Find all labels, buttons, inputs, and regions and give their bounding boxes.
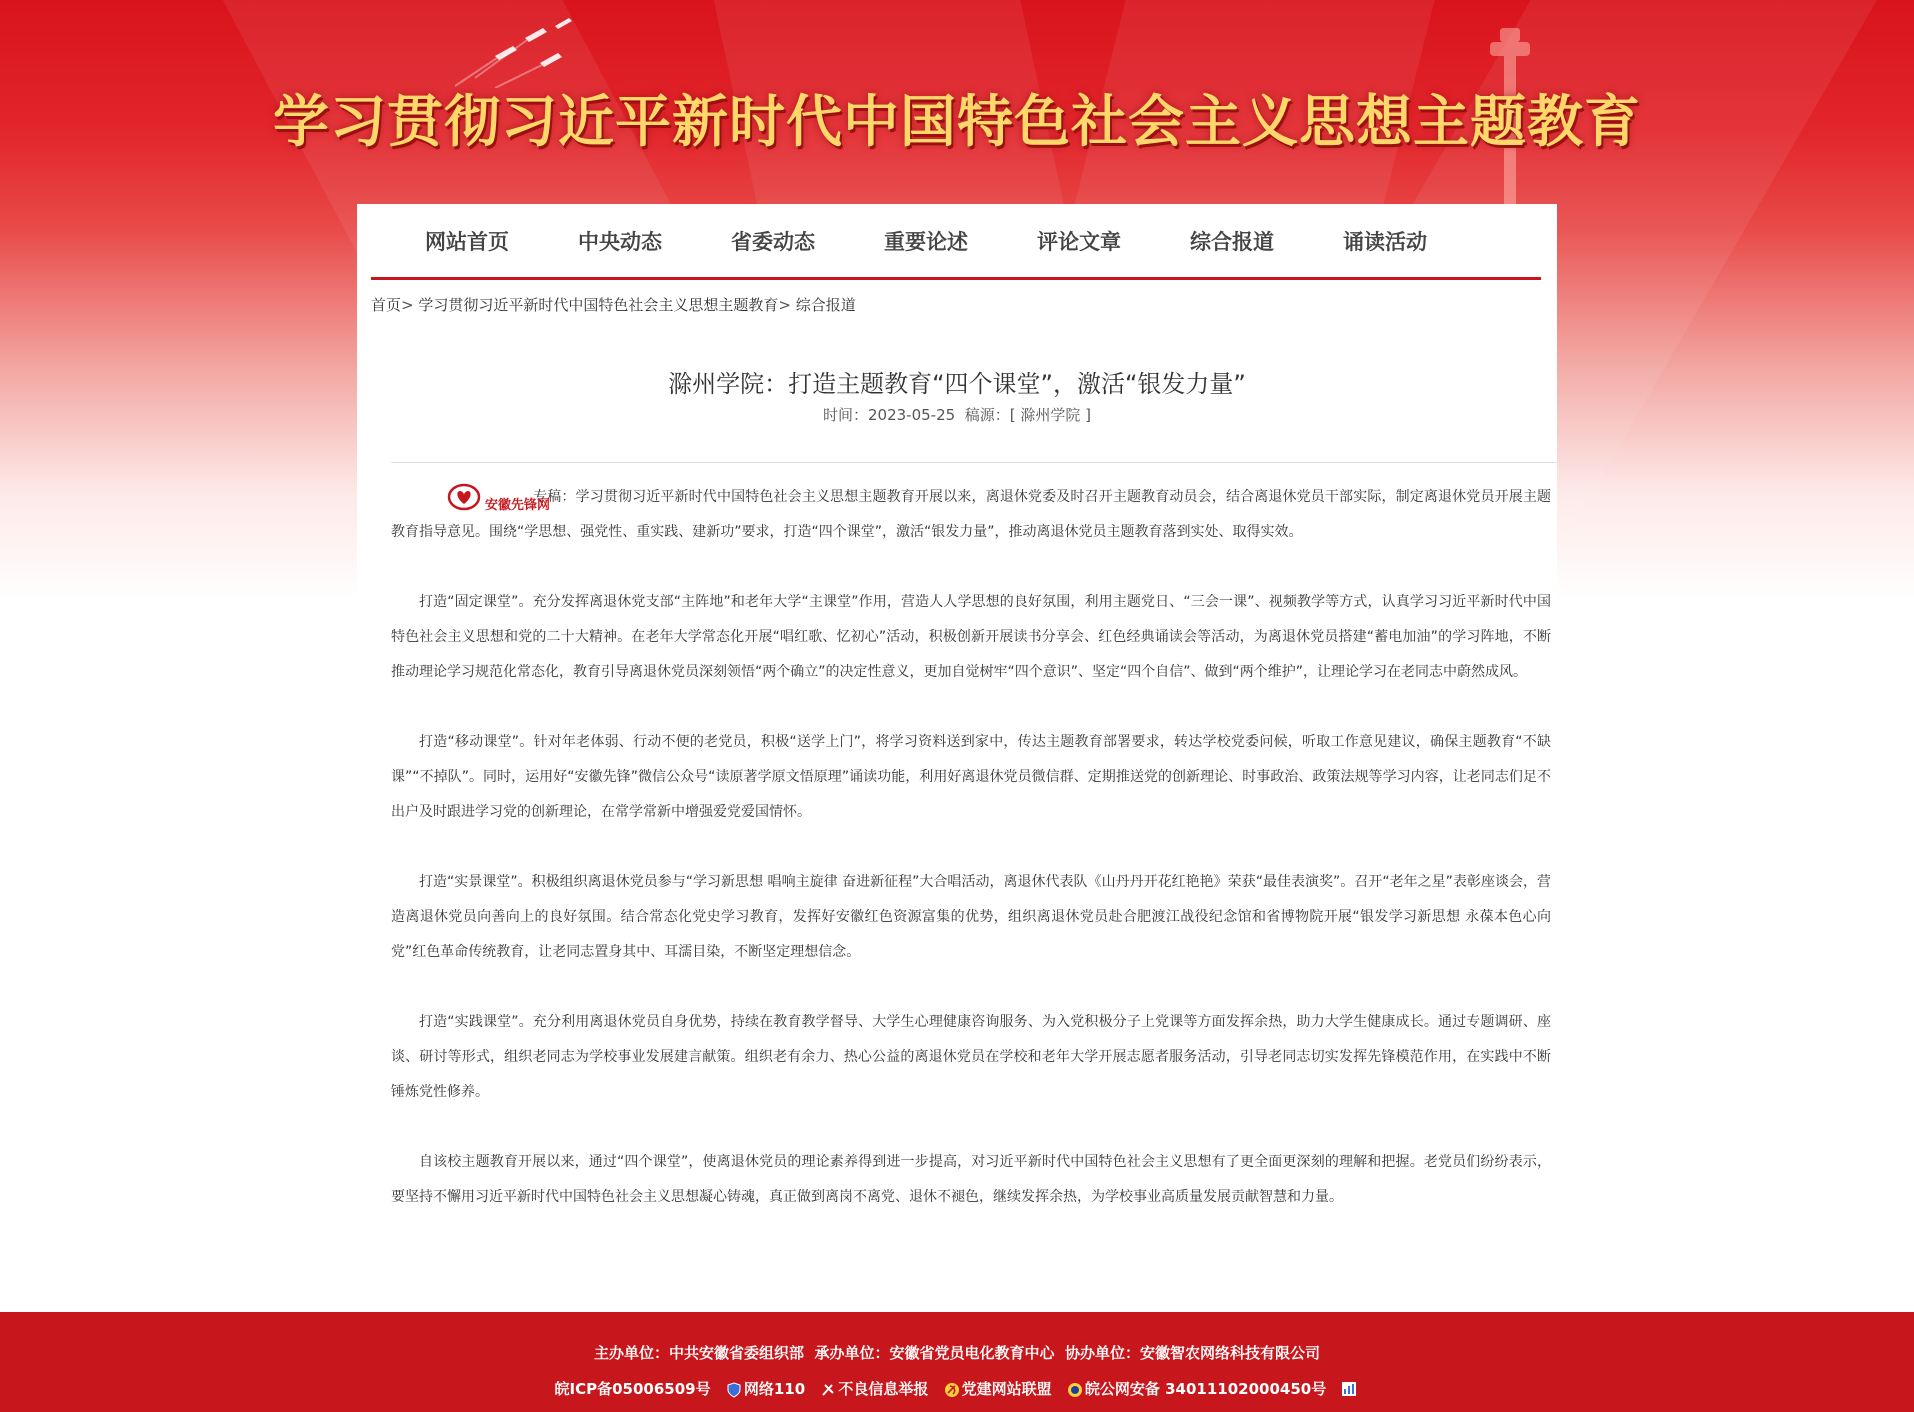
article-paragraph: 打造“实景课堂”。积极组织离退休党员参与“学习新思想 唱响主旋律 奋进新征程”大合唱活动，离退休代表队《山丹丹开花红艳艳》荣获“最佳表演奖”。召开“老年之星”表彰座谈会，营造离退休党员向善向上的良好氛围。结合常态化党史学习教育，发挥好安徽红色资源富集的优势，组织离退休党员赴合肥渡江战役纪念馆和省博物院开展“银发学习新思想 永葆本色心向党”红色革命传统教育，让老同志置身其中、耳濡目染，不断坚定理想信念。 bbox=[391, 874, 1551, 960]
nav-item-central[interactable]: 中央动态 bbox=[578, 231, 662, 254]
breadcrumb-current[interactable]: 综合报道 bbox=[795, 296, 856, 314]
article-source: [ 滁州学院 ] bbox=[1009, 406, 1091, 424]
page-footer bbox=[0, 1312, 1914, 1412]
assist: 安徽智农网络科技有限公司 bbox=[1139, 1344, 1320, 1362]
article-paragraph: 打造“实践课堂”。充分利用离退休党员自身优势，持续在教育教学督导、大学生心理健康咨询服务、为入党积极分子上党课等方面发挥余热，助力大学生健康成长。通过专题调研、座谈、研讨等形式，组织老同志为学校事业发展建言献策。组织老有余力、热心公益的离退休党员在学校和老年大学开展志愿者服务活动，引导老同志切实发挥先锋模范作用，在实践中不断锤炼党性修养。 bbox=[391, 1014, 1551, 1100]
logo-text: 安徽先锋网 bbox=[485, 498, 551, 513]
breadcrumb-separator: > bbox=[401, 296, 414, 314]
footer-links bbox=[0, 1378, 1914, 1399]
article-paragraph: 打造“固定课堂”。充分发挥离退休党支部“主阵地”和老年大学“主课堂”作用，营造人人学思想的良好氛围，利用主题党日、“三会一课”、视频教学等方式，认真学习习近平新时代中国特色社会主义思想和党的二十大精神。在老年大学常态化开展“唱红歌、忆初心”活动，积极创新开展读书分享会、红色经典诵读会等活动，为离退休党员搭建“蓄电加油”的学习阵地，不断推动理论学习规范化常态化，教育引导离退休党员深刻领悟“两个确立”的决定性意义，更加自觉树牢“四个意识”、坚定“四个自信”、做到“两个维护”，让理论学习在老同志中蔚然成风。 bbox=[391, 594, 1551, 680]
alliance-link[interactable] bbox=[944, 1378, 1052, 1399]
paragraph-text: 专稿：学习贯彻习近平新时代中国特色社会主义思想主题教育开展以来，离退休党委及时召开主题教育动员会，结合离退休党员干部实际，制定离退休党员开展主题教育指导意见。围绕“学思想、强党性、重实践、建新功”要求，打造“四个课堂”，激活“银发力量”，推动离退休党员主题教育落到实处、取得实效。 bbox=[391, 489, 1551, 540]
nav-item-discourse[interactable]: 重要论述 bbox=[884, 231, 968, 254]
breadcrumb-section[interactable]: 学习贯彻习近平新时代中国特色社会主义思想主题教育 bbox=[418, 296, 779, 314]
report-label: 不良信息举报 bbox=[838, 1380, 929, 1398]
site-logo bbox=[419, 482, 551, 513]
police-badge-icon bbox=[1067, 1382, 1083, 1398]
breadcrumb-home[interactable]: 首页 bbox=[371, 296, 402, 314]
article-paragraph bbox=[391, 480, 1551, 550]
report-icon bbox=[820, 1382, 836, 1398]
article-body bbox=[391, 480, 1551, 1250]
assist-label: 协办单位： bbox=[1064, 1344, 1140, 1362]
jets-icon bbox=[455, 8, 575, 88]
sponsor: 中共安徽省委组织部 bbox=[669, 1344, 805, 1362]
nav-item-provincial[interactable]: 省委动态 bbox=[731, 231, 815, 254]
article-meta bbox=[357, 404, 1557, 425]
source-label: 稿源： bbox=[964, 406, 1010, 424]
nav-item-reading[interactable]: 诵读活动 bbox=[1343, 231, 1427, 254]
article-title: 滁州学院：打造主题教育“四个课堂”，激活“银发力量” bbox=[668, 370, 1246, 398]
organizer: 安徽省党员电化教育中心 bbox=[889, 1344, 1055, 1362]
net110-link[interactable] bbox=[726, 1378, 805, 1399]
alliance-label: 党建网站联盟 bbox=[961, 1380, 1052, 1398]
article-paragraph: 打造“移动课堂”。针对年老体弱、行动不便的老党员，积极“送学上门”，将学习资料送到家中，传达主题教育部署要求，转达学校党委问候，听取工作意见建议，确保主题教育“不缺课”“不掉队”。同时，运用好“安徽先锋”微信公众号“读原著学原文悟原理”诵读功能，利用好离退休党员微信群、定期推送党的创新理论、时事政治、政策法规等学习内容，让老同志们足不出户及时跟进学习党的创新理论，在常学常新中增强爱党爱国情怀。 bbox=[391, 734, 1551, 820]
sponsor-label: 主办单位： bbox=[594, 1344, 670, 1362]
time-label: 时间： bbox=[822, 406, 868, 424]
nav-item-reports[interactable]: 综合报道 bbox=[1190, 231, 1274, 254]
main-nav bbox=[371, 204, 1541, 276]
article-date: 2023-05-25 bbox=[868, 406, 956, 424]
nav-item-commentary[interactable]: 评论文章 bbox=[1037, 231, 1121, 254]
banner-title: 学习贯彻习近平新时代中国特色社会主义思想主题教育 bbox=[273, 90, 1641, 155]
security-label: 皖公网安备 34011102000450号 bbox=[1084, 1380, 1327, 1398]
net110-label: 网络110 bbox=[743, 1380, 806, 1398]
stats-link[interactable] bbox=[1341, 1380, 1359, 1398]
icp-link[interactable]: 皖ICP备05006509号 bbox=[554, 1380, 711, 1398]
title-divider bbox=[391, 462, 1557, 463]
organizer-label: 承办单位： bbox=[814, 1344, 890, 1362]
article-paragraph: 自该校主题教育开展以来，通过“四个课堂”，使离退休党员的理论素养得到进一步提高，对习近平新时代中国特色社会主义思想有了更全面更深刻的理解和把握。老党员们纷纷表示，要坚持不懈用习近平新时代中国特色社会主义思想凝心铸魂，真正做到离岗不离党、退休不褪色，继续发挥余热，为学校事业高质量发展贡献智慧和力量。 bbox=[391, 1154, 1551, 1205]
nav-item-home[interactable]: 网站首页 bbox=[425, 231, 509, 254]
shield-icon bbox=[726, 1382, 742, 1398]
breadcrumb bbox=[371, 294, 856, 315]
party-emblem-icon bbox=[944, 1382, 960, 1398]
report-link[interactable] bbox=[820, 1378, 928, 1399]
content-panel bbox=[357, 204, 1557, 1312]
breadcrumb-separator: > bbox=[778, 296, 791, 314]
footer-units bbox=[0, 1342, 1914, 1363]
nav-divider bbox=[371, 277, 1541, 280]
security-link[interactable] bbox=[1067, 1378, 1326, 1399]
stats-icon bbox=[1341, 1381, 1357, 1397]
